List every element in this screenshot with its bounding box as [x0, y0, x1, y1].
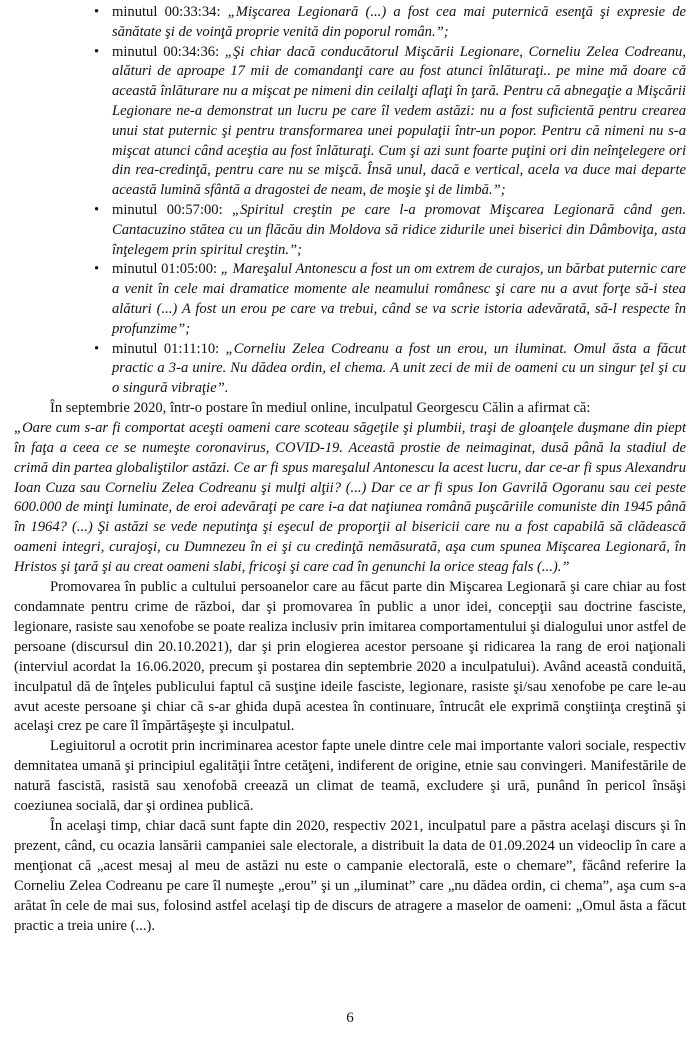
- quote-list: [14, 3, 686, 399]
- paragraph-september-quote: „Oare cum s-ar fi comportat aceşti oameni care scoteau săgeţile şi plumbii, traşi de gloanţele duşmane din piept în faţa a ceea ce se numeşte coronavirus, COVID-19. Această prostie de neimaginat, dusă până la stadiul de crimă din partea globaliştilor astăzi. Ce ar fi spus mareşalul Antonescu la acest lucru, dar ce-ar fi spus Alexandru Ioan Cuza sau Corneliu Zelea Codreanu şi mulţi alţii? (...) Dar ce ar fi spus Ion Gavrilă Ogoranu sau cei peste 600.000 de minţi luminate, de eroi adevăraţi pe care i-a dat naţiunea română puşcăriile comuniste din 1945 până în 1964? (...) Şi astăzi se vede neputinţa şi eşecul de proporţii al bisericii care nu a fost capabilă să clădească oameni integri, curajoşi, cu Dumnezeu în ei şi cu credinţă nemăsurată, aşa cum spunea Mişcarea Legionară, în Hristos şi ţară şi au creat oameni slabi, fricoşi şi care cad în genunchi la orice steag fals (...).”: [14, 419, 686, 576]
- page-number: 6: [346, 1010, 354, 1026]
- list-item: • minutul 00:33:34: „Mişcarea Legionară (...) a fost cea mai puternică esenţă şi expresie de sănătate şi de voinţă proprie venită din poporul român.”;: [94, 4, 686, 40]
- paragraph-promovarea: Promovarea în public a cultului persoanelor care au făcut parte din Mişcarea Legionară şi care chiar au fost condamnate pentru crime de război, dar şi promovarea în public a unor idei, concepţii sau doctrine fasciste, legionare, rasiste sau xenofobe se poate realiza inclusiv prin imitarea comportamentului şi dialogului unor astfel de persoane (discursul din 20.10.2021), dar şi prin elogierea acestor persoane şi ridicarea la rang de eroi naţionali (interviul acordat la 16.06.2020, precum şi postarea din septembrie 2020 a inculpatului). Având această conduită, inculpatul dă de înţeles publicului faptul că susţine ideile fasciste, legionare, rasiste şi/sau xenofobe pe care le-au avut aceste persoane şi chiar că s-ar ghida după acestea în continuare, întrucât ele exprimă conştiinţa creştină şi acelaşi crez pe care îl împărtăşeşte şi inculpatul.: [14, 579, 686, 735]
- document-page: [14, 3, 686, 936]
- list-item: • minutul 00:57:00: „Spiritul creştin pe care l-a promovat Mişcarea Legionară când gen. Cantacuzino stătea cu un flăcău din Moldova să ridice zidurile unei biserici din Dâmboviţa, asta înţelegem prin spiritul creştin.”;: [94, 201, 686, 258]
- list-item: • minutul 01:11:10: „Corneliu Zelea Codreanu a fost un erou, un iluminat. Omul ăsta a făcut practic a 3-a unire. Nu dădea ordin, el chema. A unit zeci de mii de oameni cu un singur ţel şi cu o singură vibraţie”.: [94, 340, 686, 397]
- bullet-icon: •: [94, 4, 100, 20]
- bullet-icon: •: [94, 261, 100, 278]
- bullet-icon: •: [94, 340, 100, 357]
- paragraph-september-intro: În septembrie 2020, într-o postare în mediul online, inculpatul Georgescu Călin a afirmat că:: [50, 399, 591, 416]
- bullet-icon: •: [94, 43, 100, 60]
- list-item: • minutul 01:05:00: „ Mareşalul Antonescu a fost un om extrem de curajos, un bărbat puternic care a venit în cele mai dramatice momente ale neamului românesc şi care nu a avut forţe să-i stea alături (...) A fost un erou pe care va trebui, când se va scrie istoria adevărată, să-l respecte în profunzime”;: [94, 261, 686, 337]
- bullet-icon: •: [94, 201, 100, 218]
- paragraph-acelasi-timp: În acelaşi timp, chiar dacă sunt fapte din 2020, respectiv 2021, inculpatul pare a păstra acelaşi discurs şi în prezent, când, cu ocazia lansării campaniei sale electorale, a distribuit la data de 01.09.2024 un videoclip în care a menţionat că „acest mesaj al meu de astăzi nu este o campanie electorală, este o chemare”, făcând referire la Corneliu Zelea Codreanu pe care îl numeşte „erou” şi un „iluminat” care „nu dădea ordin, ci chema”, aşa cum s-a arătat în cele de mai sus, folosind astfel acelaşi tip de discurs de atragere a maselor de oameni: „Omul ăsta a făcut practic a treia unire (...).: [14, 817, 686, 934]
- paragraph-legiuitorul: Legiuitorul a ocrotit prin incriminarea acestor fapte unele dintre cele mai importante valori sociale, respectiv demnitatea umană şi principiul egalităţii între cetăţeni, indiferent de origine, etnie sau convingeri. Manifestările de natură fascistă, rasistă sau xenofobă creează un climat de teamă, excludere şi ură, punând în pericol însăşi coeziunea socială, dar şi ordinea publică.: [14, 738, 686, 815]
- list-item: • minutul 00:34:36: „Şi chiar dacă conducătorul Mişcării Legionare, Corneliu Zelea Codreanu, alături de aproape 17 mii de comandanţi care au fost atunci înlăturaţi.. pe mine mă doare că această înlăturare nu a mişcat pe nimeni din ceilalţi aflaţi în ţară. Pentru că abnegaţie a Mişcării Legionare ne-a demonstrat un lucru pe care îl vedem astăzi: nu a fost suficientă pentru crearea unui stat puternic şi pentru transformarea unei populaţii într-un popor. Pentru că nimeni nu s-a mişcat atunci când aceştia au fost înlăturaţi. Cum şi azi sunt foarte puţini ori din neînţelegere ori din rea-credinţă, pentru care nu se mişcă. Însă unul, dacă e vertical, acela va duce mai departe această lumină sfântă a dragostei de neam, de moşie şi de limbă.”;: [94, 43, 686, 199]
